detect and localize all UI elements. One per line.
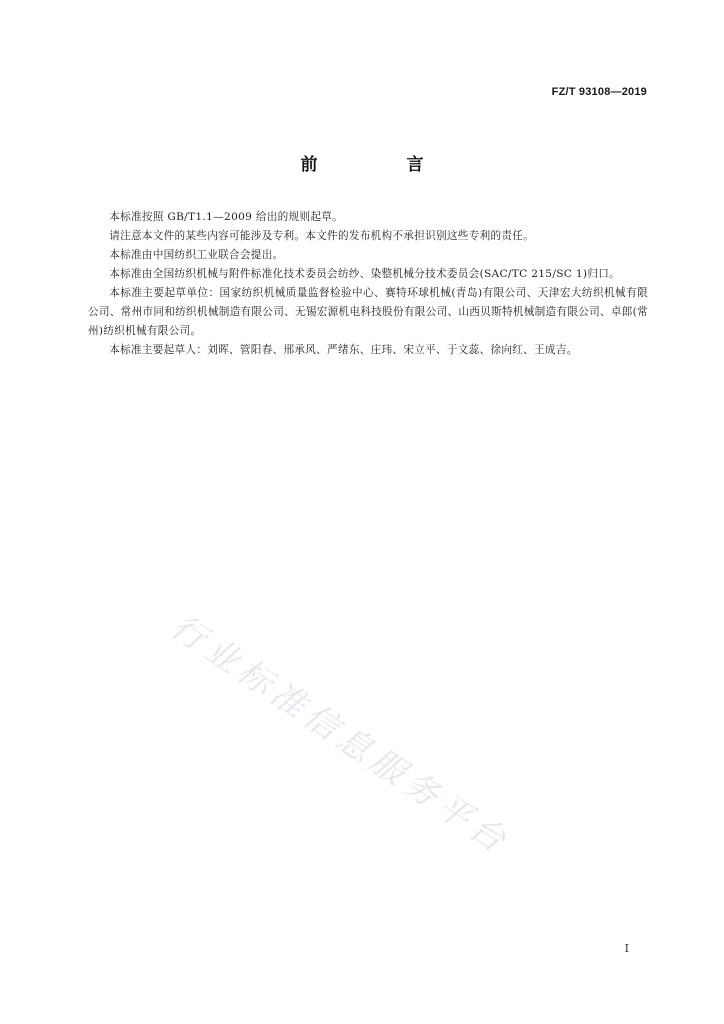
paragraph-proposer: 本标准由中国纺织工业联合会提出。 [109,249,284,261]
paragraph-committee: 本标准由全国纺织机械与附件标准化技术委员会纺纱、染整机械分技术委员会(SAC/TC 215/SC 1)归口。 [109,268,620,280]
page-title: 前 言 [300,155,460,175]
foreword-body [88,208,648,360]
paragraph-drafting-units: 本标准主要起草单位：国家纺织机械质量监督检验中心、赛特环球机械(青岛)有限公司、天津宏大纺织机械有限公司、常州市同和纺织机械制造有限公司、无锡宏源机电科技股份有限公司、山西贝斯特机械制造有限公司、卓郎(常州)纺织机械有限公司。 [88,287,649,337]
paragraph-drafting-rules: 本标准按照 GB/T1.1—2009 给出的规则起草。 [109,211,344,223]
page-number: I [624,942,629,955]
paragraph-patent-notice: 请注意本文件的某些内容可能涉及专利。本文件的发布机构不承担识别这些专利的责任。 [109,230,535,242]
standard-code: FZ/T 93108—2019 [551,86,647,98]
paragraph-drafters: 本标准主要起草人：刘晖、管阳春、邢承风、严绪东、庄玮、宋立平、于文蕊、徐向红、王成吉。 [109,344,578,356]
watermark-text: 行业标准信息服务平台 [163,606,518,864]
